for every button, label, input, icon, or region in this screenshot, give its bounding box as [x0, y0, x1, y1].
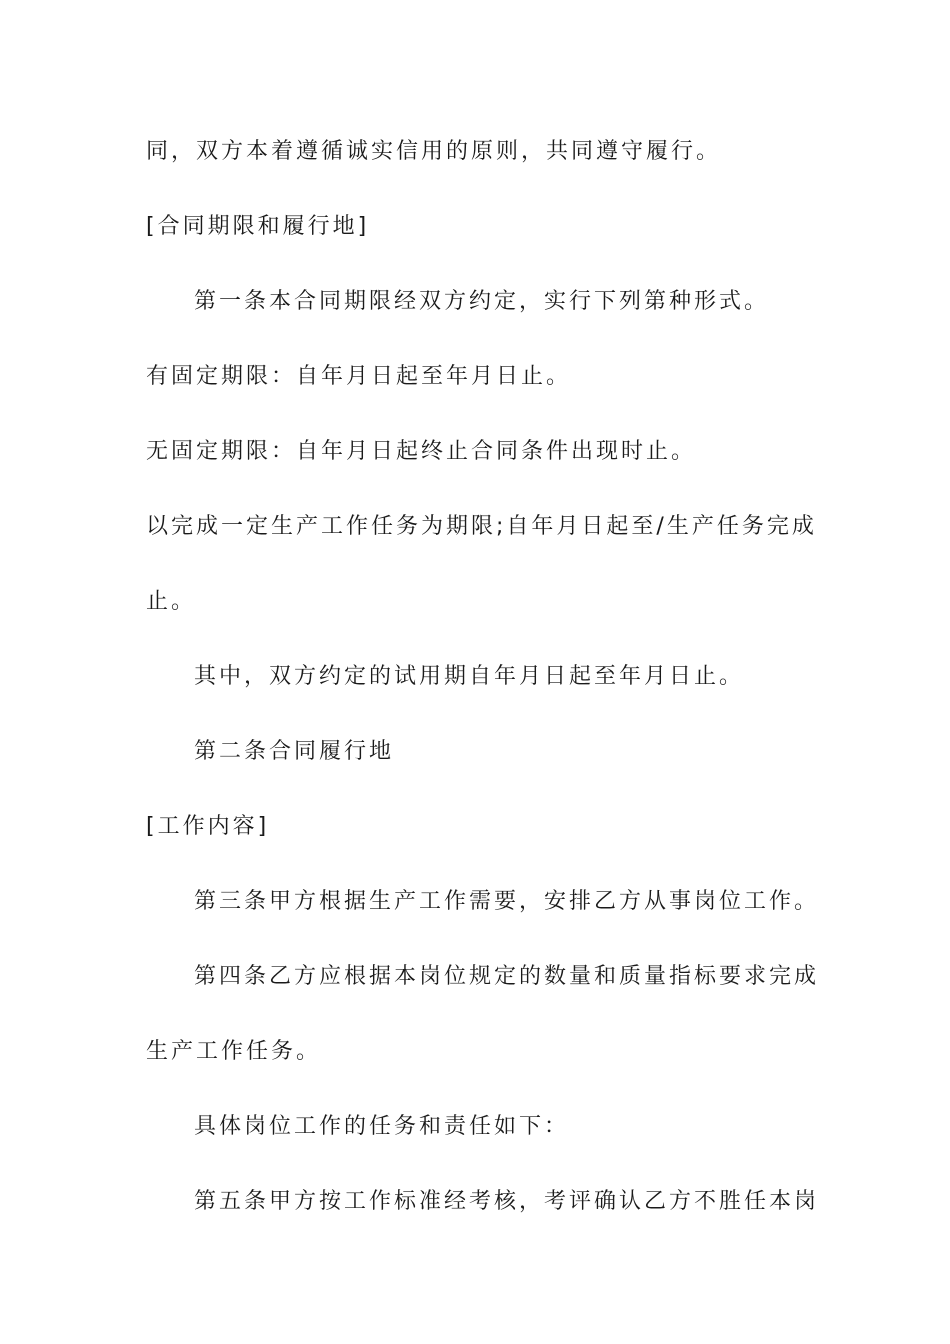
- article-3-line: 第三条甲方根据生产工作需要，安排乙方从事岗位工作。: [194, 889, 820, 914]
- article-1-line: 第一条本合同期限经双方约定，实行下列第种形式。: [194, 289, 770, 314]
- probation-line: 其中，双方约定的试用期自年月日起至年月日止。: [194, 664, 745, 689]
- task-term-line-continued: 止。: [146, 589, 197, 614]
- section-heading-term-and-place: [合同期限和履行地]: [146, 214, 370, 239]
- fixed-term-line: 有固定期限：自年月日起至年月日止。: [146, 364, 572, 389]
- paragraph-line: 同，双方本着遵循诚实信用的原则，共同遵守履行。: [146, 139, 722, 164]
- article-4-line-continued: 生产工作任务。: [146, 1039, 322, 1064]
- article-5-line: 第五条甲方按工作标准经考核，考评确认乙方不胜任本岗: [194, 1189, 820, 1214]
- section-heading-work-content: [工作内容]: [146, 814, 270, 839]
- task-term-line: 以完成一定生产工作任务为期限;自年月日起至/生产任务完成: [146, 514, 817, 539]
- open-term-line: 无固定期限：自年月日起终止合同条件出现时止。: [146, 439, 697, 464]
- article-4-line: 第四条乙方应根据本岗位规定的数量和质量指标要求完成: [194, 964, 820, 989]
- job-duties-line: 具体岗位工作的任务和责任如下：: [194, 1114, 570, 1139]
- article-2-line: 第二条合同履行地: [194, 739, 395, 764]
